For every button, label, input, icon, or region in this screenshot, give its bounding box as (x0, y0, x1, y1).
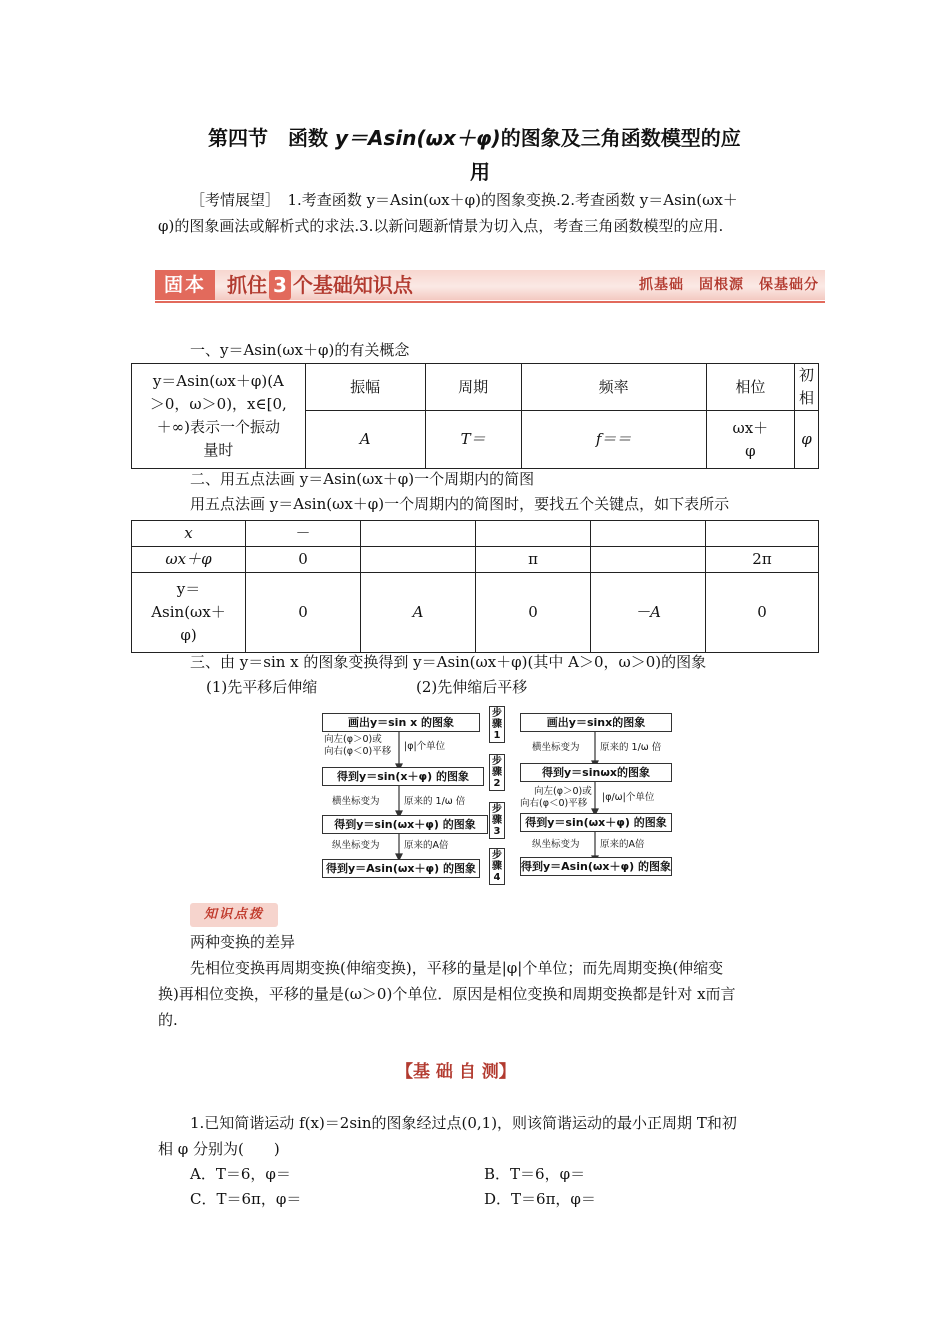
right-label-2a: 向左(φ＞0)或 (534, 786, 592, 797)
cell (361, 521, 476, 547)
value-phase (706, 411, 794, 469)
section3-heading: 三、由 y＝sin x 的图象变换得到 y＝Asin(ωx＋φ)(其中 A＞0，ω＞0)的图象 (190, 653, 707, 671)
left-label-2b: 原来的 1/ω 倍 (404, 796, 466, 807)
left-box-4: 得到y＝Asin(ωx＋φ) 的图象 (322, 859, 480, 878)
step-4: 步骤4 (489, 848, 505, 885)
cell: 0 (476, 573, 591, 653)
page-title (208, 122, 818, 151)
knowledge-p1: 先相位变换再周期变换(伸缩变换)，平移的量是|φ|个单位；而先周期变换(伸缩变 (190, 959, 724, 977)
outlook-line1: ［考情展望］ 1.考查函数 y＝Asin(ωx＋φ)的图象变换.2.考查函数 y＝Asin(ωx＋ (190, 191, 738, 209)
banner-head-post: 个基础知识点 (292, 273, 413, 297)
row-phase-label (132, 547, 246, 573)
right-box-2: 得到y＝sinωx的图象 (520, 763, 672, 782)
right-label-3a: 纵坐标变为 (532, 839, 580, 850)
cell-text: A (412, 603, 424, 621)
value-period-text: T＝ (460, 430, 486, 448)
page-title-line2: 用 (470, 160, 490, 184)
concept-table (131, 363, 819, 469)
step-1: 步骤1 (489, 706, 505, 743)
cell: 2π (706, 547, 819, 573)
value-amplitude (305, 411, 425, 469)
right-box-1: 画出y＝sinx的图象 (520, 713, 672, 732)
title-part1: 第四节 函数 (208, 126, 335, 150)
knowledge-p3: 的. (158, 1011, 178, 1029)
value-initial-phase-text: φ (801, 430, 812, 448)
left-label-2a: 横坐标变为 (332, 796, 380, 807)
knowledge-tag: 知识点拨 (190, 903, 278, 927)
header-phase: 相位 (706, 364, 794, 411)
row-y-label (132, 573, 246, 653)
header-frequency: 频率 (521, 364, 706, 411)
step-3: 步骤3 (489, 802, 505, 839)
cell: 0 (246, 573, 361, 653)
knowledge-heading: 两种变换的差异 (190, 933, 296, 951)
left-box-2: 得到y＝sin(x＋φ) 的图象 (322, 767, 484, 786)
cell: － (246, 521, 361, 547)
cell: 0 (706, 573, 819, 653)
row-y-label-line: y＝ (176, 580, 201, 598)
right-box-4: 得到y＝Asin(ωx＋φ) 的图象 (520, 857, 672, 876)
concept-desc-line: 量时 (203, 441, 234, 459)
row-y-label-line: φ) (180, 626, 197, 644)
cell (591, 521, 706, 547)
outlook-line2: φ)的图象画法或解析式的求法.3.以新问题新情景为切入点，考查三角函数模型的应用. (158, 217, 724, 235)
right-label-2c: |φ/ω|个单位 (602, 792, 655, 803)
left-label-1c: |φ|个单位 (404, 741, 446, 752)
left-label-1b: 向右(φ＜0)平移 (324, 746, 392, 757)
transform-flowchart (320, 704, 676, 890)
left-box-1: 画出y＝sin x 的图象 (322, 713, 480, 732)
section2-heading: 二、用五点法画 y＝Asin(ωx＋φ)一个周期内的简图 (190, 470, 535, 488)
header-period: 周期 (425, 364, 521, 411)
value-phase-line2: φ (745, 441, 756, 460)
option-b[interactable]: B．T＝6，φ＝ (484, 1165, 586, 1183)
value-frequency (521, 411, 706, 469)
banner-head-pre: 抓住 (227, 273, 267, 297)
header-amplitude: 振幅 (305, 364, 425, 411)
right-box-3: 得到y＝sin(ωx＋φ) 的图象 (520, 813, 672, 832)
cell: π (476, 547, 591, 573)
row-x-label (132, 521, 246, 547)
value-amplitude-text: A (359, 430, 371, 448)
right-label-1b: 原来的 1/ω 倍 (600, 742, 662, 753)
row-x-label-text: x (184, 524, 193, 542)
banner-tag: 固本 (155, 270, 215, 300)
section1-heading: 一、y＝Asin(ωx＋φ)的有关概念 (190, 341, 410, 359)
option-a[interactable]: A．T＝6，φ＝ (190, 1165, 291, 1183)
right-label-1a: 横坐标变为 (532, 742, 580, 753)
concept-desc-line: ＋∞)表示一个振动 (156, 418, 281, 436)
question-1-line2: 相 φ 分别为( ) (158, 1140, 280, 1158)
concept-desc-cell (132, 364, 306, 469)
section3-sub1: (1)先平移后伸缩 (206, 678, 318, 696)
cell (361, 547, 476, 573)
banner-head-num: 3 (269, 270, 291, 300)
value-initial-phase (794, 411, 818, 469)
section3-sub2: (2)先伸缩后平移 (416, 678, 528, 696)
value-phase-line1: ωx＋ (732, 418, 769, 437)
option-c[interactable]: C．T＝6π，φ＝ (190, 1190, 302, 1208)
cell (706, 521, 819, 547)
cell (476, 521, 591, 547)
option-d[interactable]: D．T＝6π，φ＝ (484, 1190, 596, 1208)
question-1-line1: 1.已知简谐运动 f(x)＝2sin的图象经过点(0,1)，则该简谐运动的最小正周期 T和初 (190, 1114, 737, 1132)
value-period (425, 411, 521, 469)
row-phase-label-text: ωx＋φ (165, 550, 212, 568)
left-label-3b: 原来的A倍 (404, 840, 449, 851)
title-part2: 的图象及三角函数模型的应 (500, 126, 741, 150)
right-label-3b: 原来的A倍 (600, 839, 645, 850)
left-box-3: 得到y＝sin(ωx＋φ) 的图象 (322, 815, 488, 834)
section-banner (155, 268, 825, 304)
row-y-label-line: Asin(ωx＋ (151, 603, 226, 621)
knowledge-p2: 换)再相位变换，平移的量是(ω＞0)个单位．原因是相位变换和周期变换都是针对 x而言 (158, 985, 736, 1003)
title-formula: y＝Asin(ωx＋φ) (334, 126, 501, 150)
cell: 0 (246, 547, 361, 573)
value-frequency-text: f＝＝ (595, 430, 632, 448)
concept-desc-line: y＝Asin(ωx＋φ)(A (152, 372, 284, 390)
cell (591, 573, 706, 653)
header-initial-phase: 初相 (794, 364, 818, 411)
section2-intro: 用五点法画 y＝Asin(ωx＋φ)一个周期内的简图时，要找五个关键点，如下表所示 (190, 495, 730, 513)
banner-slogan: 抓基础 固根源 保基础分 (639, 277, 819, 293)
cell-text: －A (635, 603, 661, 621)
banner-underline (155, 301, 825, 303)
selftest-heading: 【基 础 自 测】 (396, 1062, 516, 1082)
cell (591, 547, 706, 573)
cell (361, 573, 476, 653)
right-label-2b: 向右(φ＜0)平移 (520, 798, 588, 809)
concept-desc-line: ＞0，ω＞0)，x∈[0, (149, 395, 287, 413)
five-point-table (131, 520, 819, 653)
left-label-3a: 纵坐标变为 (332, 840, 380, 851)
step-2: 步骤2 (489, 754, 505, 791)
banner-heading (227, 270, 413, 300)
left-label-1a: 向左(φ＞0)或 (324, 734, 382, 745)
